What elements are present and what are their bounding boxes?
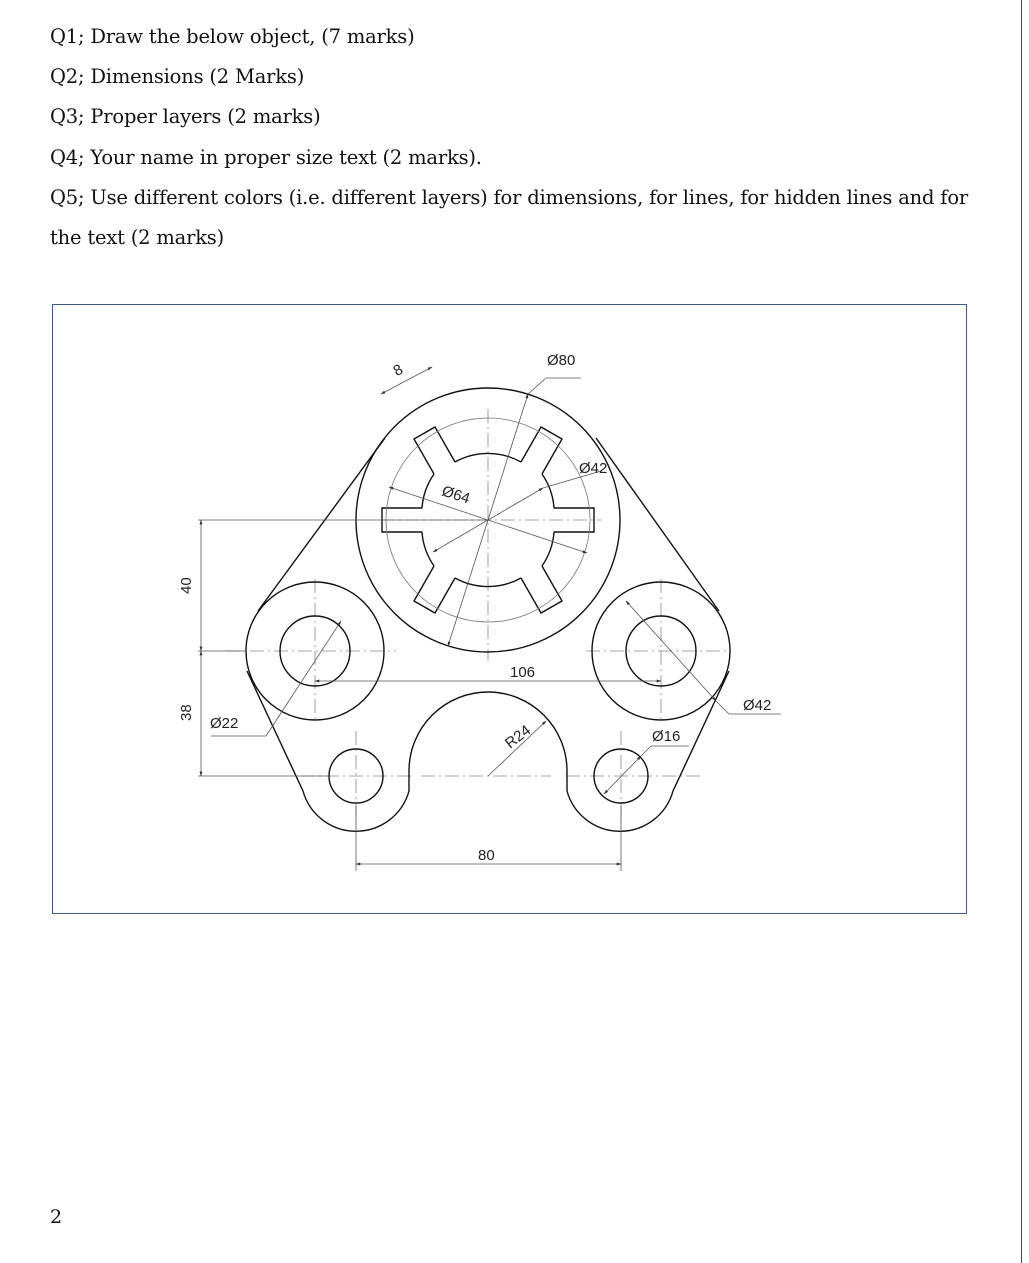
dim-d42-right-label: Ø42 bbox=[743, 697, 772, 714]
question-5-line-2: the text (2 marks) bbox=[50, 226, 225, 249]
dim-106-label: 106 bbox=[510, 664, 536, 681]
question-2: Q2; Dimensions (2 Marks) bbox=[50, 65, 305, 88]
question-4: Q4; Your name in proper size text (2 marks). bbox=[50, 146, 482, 169]
dim-d64-label: Ø64 bbox=[439, 482, 472, 508]
question-3: Q3; Proper layers (2 marks) bbox=[50, 105, 321, 128]
question-1: Q1; Draw the below object, (7 marks) bbox=[50, 25, 415, 48]
dim-80-label: 80 bbox=[478, 847, 495, 864]
drawing-frame bbox=[52, 304, 967, 914]
dim-d42-top-label: Ø42 bbox=[579, 460, 608, 477]
technical-drawing bbox=[53, 305, 968, 915]
page-edge-line bbox=[1021, 0, 1022, 1263]
page-number: 2 bbox=[50, 1206, 63, 1228]
dim-38-label: 38 bbox=[178, 704, 195, 721]
dim-d80-label: Ø80 bbox=[547, 352, 576, 369]
question-5-line-1: Q5; Use different colors (i.e. different layers) for dimensions, for lines, for hidden lines and for bbox=[50, 186, 968, 209]
centre-lines bbox=[226, 409, 731, 826]
dim-d22-label: Ø22 bbox=[210, 715, 239, 732]
dim-r24-label: R24 bbox=[501, 721, 535, 753]
dim-40-label: 40 bbox=[178, 577, 195, 594]
dim-d16-label: Ø16 bbox=[652, 728, 681, 745]
dimension-lines bbox=[198, 367, 781, 871]
dim-8-label: 8 bbox=[390, 360, 406, 380]
